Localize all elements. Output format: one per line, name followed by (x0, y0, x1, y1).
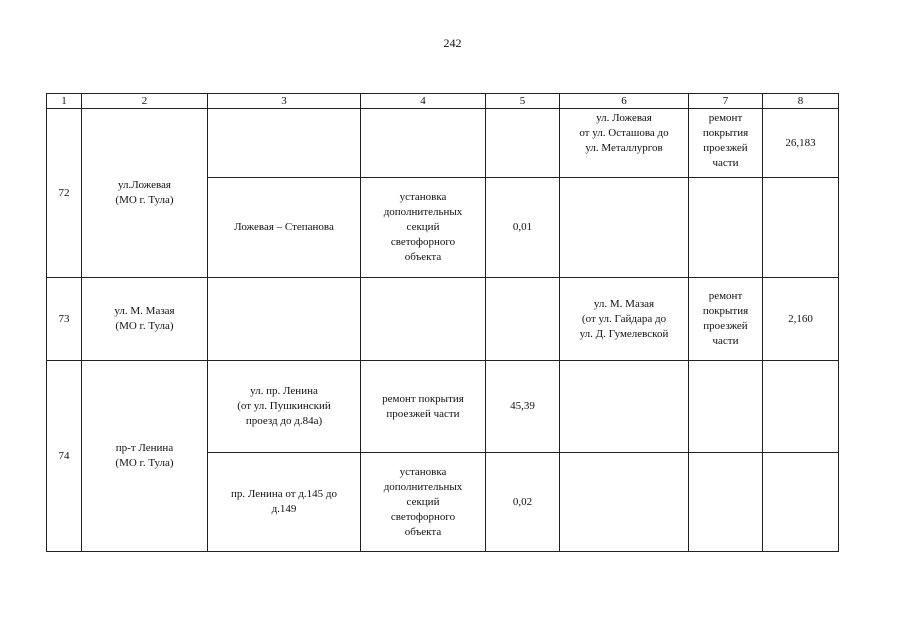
text-line: секций (406, 495, 440, 508)
work-type-cell-2 (689, 178, 763, 278)
section-cell (208, 278, 361, 361)
text-line: ул. Д. Гумелевской (579, 327, 669, 340)
location-cell (560, 109, 689, 178)
location-cell (560, 453, 689, 552)
column-number: 4 (361, 94, 486, 109)
volume-cell: 0,02 (486, 453, 560, 552)
text-line: д.149 (271, 503, 297, 515)
text-line: проезжей (703, 142, 748, 154)
work-type-cell-2 (689, 453, 763, 552)
street-name: ул. М. Мазая (114, 305, 175, 317)
text-line: ремонт (708, 112, 743, 124)
column-number: 2 (82, 94, 208, 109)
section-cell (208, 361, 361, 453)
table-row (47, 361, 839, 453)
work-type-cell (361, 361, 486, 453)
column-number: 1 (47, 94, 82, 109)
column-number: 5 (486, 94, 560, 109)
column-number: 8 (763, 94, 839, 109)
text-line: ул. Ложевая (596, 112, 652, 124)
table-row (47, 278, 839, 361)
volume-cell: 0,01 (486, 178, 560, 278)
road-works-table (46, 93, 839, 552)
municipality: (МО г. Тула) (115, 320, 174, 332)
section-cell (208, 178, 361, 278)
value-cell: 26,183 (763, 109, 839, 178)
page-number: 242 (443, 36, 462, 50)
row-number-cell: 74 (47, 361, 82, 552)
street-name: пр-т Ленина (115, 442, 174, 454)
value-cell (763, 453, 839, 552)
street-name: ул.Ложевая (118, 179, 171, 191)
municipality: (МО г. Тула) (115, 457, 174, 469)
work-type-cell-2 (689, 361, 763, 453)
table-row (47, 109, 839, 178)
text-line: светофорного (390, 236, 456, 248)
text-line: части (712, 335, 739, 347)
text-line: проезд до д.84а) (245, 415, 323, 427)
value-cell: 2,160 (763, 278, 839, 361)
value-cell (763, 178, 839, 278)
street-cell (82, 109, 208, 278)
text-line: секций (406, 221, 440, 233)
location-cell (560, 361, 689, 453)
municipality: (МО г. Тула) (115, 194, 174, 206)
text-line: объекта (404, 525, 442, 538)
street-cell (82, 278, 208, 361)
text-line: проезжей части (386, 407, 460, 420)
column-number: 6 (560, 94, 689, 109)
work-type-cell (361, 109, 486, 178)
text-line: установка (399, 191, 447, 203)
text-line: установка (399, 465, 447, 478)
column-number: 7 (689, 94, 763, 109)
location-cell (560, 278, 689, 361)
work-type-cell (361, 178, 486, 278)
work-type-cell (361, 453, 486, 552)
volume-cell (486, 109, 560, 178)
text-line: пр. Ленина от д.145 до (230, 488, 338, 500)
text-line: светофорного (390, 510, 456, 523)
section-cell (208, 109, 361, 178)
text-line: покрытия (702, 127, 749, 139)
street-cell (82, 361, 208, 552)
text-line: объекта (404, 251, 442, 263)
work-type-cell (361, 278, 486, 361)
text-line: ул. Металлургов (585, 142, 663, 154)
text-line: Ложевая – Степанова (234, 221, 334, 233)
work-type-cell-2 (689, 109, 763, 178)
column-number: 3 (208, 94, 361, 109)
work-type-cell-2 (689, 278, 763, 361)
text-line: (от ул. Гайдара до (581, 312, 667, 325)
text-line: ул. пр. Ленина (250, 385, 318, 397)
value-cell (763, 361, 839, 453)
column-number-row (47, 94, 839, 109)
row-number-cell: 73 (47, 278, 82, 361)
text-line: от ул. Осташова до (579, 127, 669, 139)
text-line: ремонт (708, 290, 743, 302)
text-line: дополнительных (383, 206, 463, 218)
text-line: ул. М. Мазая (593, 297, 655, 310)
text-line: проезжей (703, 320, 748, 332)
text-line: (от ул. Пушкинский (237, 400, 331, 412)
text-line: части (712, 157, 739, 169)
text-line: дополнительных (383, 480, 463, 493)
row-number-cell: 72 (47, 109, 82, 278)
location-cell (560, 178, 689, 278)
text-line: ремонт покрытия (382, 392, 464, 405)
volume-cell (486, 278, 560, 361)
text-line: покрытия (702, 305, 749, 317)
volume-cell: 45,39 (486, 361, 560, 453)
section-cell (208, 453, 361, 552)
